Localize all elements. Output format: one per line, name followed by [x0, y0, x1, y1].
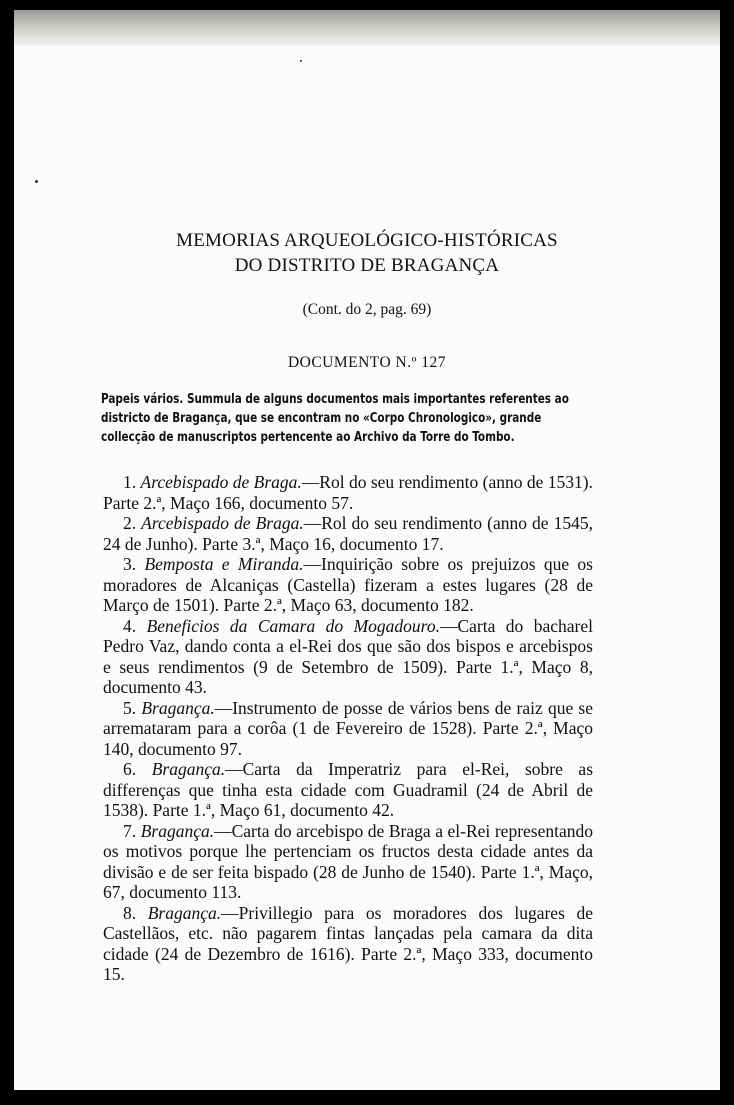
heading-line: districto de Bragança, que se encontram no «Corpo Chronologico», grande: [101, 410, 542, 426]
entry-5: [103, 698, 593, 760]
entry-place: Arcebispado de Braga.: [141, 513, 304, 533]
entry-number: 1.: [123, 472, 137, 492]
entry-text: —Carta da Imperatriz para el-Rei, sobre as differenças que tinha esta cidade com Guadramil (24 de Abril de 1538). Parte 1.ª, Maço 61, documento 42.: [103, 759, 594, 820]
entry-text: —Carta do arcebispo de Braga a el-Rei representando os motivos porque lhe pertenciam os fructos desta cidade antes da divisão e de ser feita bispado (28 de Junho de 1540). Parte 1.ª, Maço, 67, documento 113.: [103, 820, 593, 902]
entry-text: —Rol do seu rendimento (anno de 1545, 24 de Junho). Parte 3.ª, Maço 16, documento 17.: [103, 513, 593, 554]
entry-place: Arcebispado de Braga.: [140, 472, 302, 492]
document-number: DOCUMENTO N.º 127: [287, 354, 447, 371]
scan-shadow: [14, 10, 720, 46]
entry-place: Bragança.: [147, 902, 222, 923]
entry-1: [103, 472, 593, 513]
continuation-note: (Cont. do 2, pag. 69): [302, 301, 432, 318]
entry-number: 3.: [123, 554, 137, 574]
document-heading: [101, 390, 600, 447]
entry-3: [103, 554, 593, 616]
entry-text: —Instrumento de posse de vários bens de raiz que se arremataram para a corôa (1 de Fevereiro de 1528). Parte 2.ª, Maço 140, documento 97.: [103, 697, 593, 759]
entry-place: Bemposta e Miranda.: [144, 554, 304, 574]
entry-2: [103, 513, 593, 554]
heading-line: Papeis vários. Summula de alguns documentos mais importantes referentes ao: [101, 391, 569, 407]
title-line-1: MEMORIAS ARQUEOLÓGICO-HISTÓRICAS: [176, 230, 558, 251]
entry-text: —Inquirição sobre os prejuizos que os moradores de Alcaniças (Castella) fizeram a estes lugares (28 de Março de 1501). Parte 2.ª, Maço 63, documento 182.: [103, 554, 593, 615]
entry-text: —Rol do seu rendimento (anno de 1531). Parte 2.ª, Maço 166, documento 57.: [103, 472, 594, 513]
entry-number: 5.: [123, 697, 137, 718]
title-line-2: DO DISTRITO DE BRAGANÇA: [234, 255, 500, 276]
entries-list: [103, 472, 593, 985]
entry-number: 8.: [123, 902, 137, 923]
entry-place: Bragança.: [140, 820, 215, 841]
entry-place: Beneficios da Camara do Mogadouro.: [146, 615, 440, 636]
scan-speck: [300, 60, 302, 62]
entry-number: 6.: [123, 759, 137, 779]
entry-6: [103, 759, 593, 821]
entry-place: Bragança.: [141, 697, 215, 718]
entry-number: 2.: [123, 513, 137, 533]
entry-8: [103, 903, 593, 985]
entry-number: 4.: [123, 615, 137, 636]
document-page: [14, 10, 720, 1090]
heading-line: collecção de manuscriptos pertencente ao Archivo da Torre do Tombo.: [101, 429, 515, 445]
scan-speck: [35, 180, 38, 183]
entry-4: [103, 616, 593, 698]
entry-text: —Privillegio para os moradores dos lugares de Castellãos, etc. não pagarem fintas lançadas pela camara da dita cidade (24 de Dezembro de 1616). Parte 2.ª, Maço 333, documento 15.: [103, 902, 594, 984]
entry-place: Bragança.: [151, 759, 226, 779]
entry-number: 7.: [123, 820, 137, 841]
entry-text: —Carta do bacharel Pedro Vaz, dando conta a el-Rei dos que são dos bispos e arcebispos e seus rendimentos (9 de Setembro de 1509). Parte 1.ª, Maço 8, documento 43.: [103, 615, 594, 697]
entry-7: [103, 821, 593, 903]
